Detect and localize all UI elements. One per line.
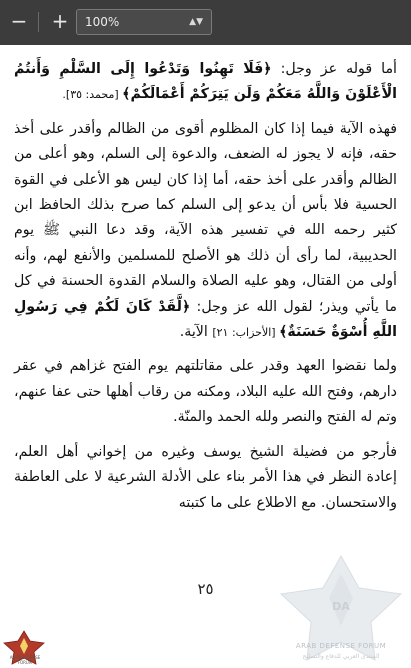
watermark-logo-subtext: المنتدى العربي للدفاع والتسليح [302,653,380,660]
page-number: ٢٥ [197,580,214,598]
paragraph-text: فأرجو من فضيلة الشيخ يوسف وغيره من إخواني أهل العلم، إعادة النظر في هذا الأمر بناء على الأدلة الشرعية لا على العاطفة والاستحسان. مع الاطلاع على ما كتبته [14,443,397,511]
zoom-select[interactable] [76,9,212,35]
zoom-out-button[interactable]: − [10,9,28,33]
zoom-value: 100% [85,15,120,29]
page-body-text [14,57,397,516]
paragraph-text: فهذه الآية فيما إذا كان المظلوم أقوى من الظالم وأقدر على أخذ حقه، فإنه لا يجوز له الضعف، والدعوة إلى السلم، وهو أعلى من الظالم وأقدر على أخذ حقه، أما إذا كان ليس هو الأعلى في القوة الحسية فلا بأس أن يدعو إلى السلم كما صرح بذلك الحافظ ابن كثير رحمه الله في تفسير هذه الآية، وقد دعا النبي ﷺ يوم الحديبية، لما رأى أن ذلك هو الأصلح للمسلمين والأنفع لهم، وأنه أولى من القتال، وهو عليه الصلاة والسلام القدوة الحسنة في كل ما يأتي ويذر؛ لقول الله عز وجل: [14,120,397,315]
forum-logo-watermark-icon [271,548,411,668]
quran-verse: ﴿لَّقَدْ كَانَ لَكُمْ فِي رَسُولِ اللَّهِ أُسْوَةٌ حَسَنَةٌ﴾ [14,298,397,341]
paragraph [14,117,397,346]
quran-verse: ﴿فَلَا تَهِنُوا وَتَدْعُوا إِلَى السَّلْمِ وَأَنتُمُ الْأَعْلَوْنَ وَاللَّهُ مَعَكُمْ وَلَن يَتِرَكُمْ أَعْمَالَكُمْ﴾ [14,61,397,103]
paragraph [14,440,397,516]
pdf-toolbar [0,0,411,45]
paragraph-text: ولما نقضوا العهد وقدر على مقاتلتهم يوم الفتح غزاهم في عقر دارهم، وفتح الله عليه البلاد، ومكنه من رقاب أهلها حتى عفا عنهم، وتم له الفتح والنصر ولله الحمد والمنّة. [14,358,397,426]
paragraph-text: الآية. [179,324,213,341]
zoom-in-button[interactable]: + [51,9,69,33]
document-page [0,45,411,668]
small-logo-text: ARAB DEFENSE FORUM [9,655,41,665]
chevron-updown-icon: ▲▼ [189,17,203,27]
watermark-logo-text: ARAB DEFENSE FORUM [295,642,387,650]
verse-reference: [محمد: ٣٥]. [62,88,123,102]
svg-text:DA: DA [332,600,350,613]
paragraph-text: أما قوله عز وجل: [271,61,398,77]
paragraph [14,57,397,108]
paragraph [14,354,397,430]
verse-reference: [الأحزاب: ٢١] [212,326,280,340]
toolbar-separator [38,12,39,32]
